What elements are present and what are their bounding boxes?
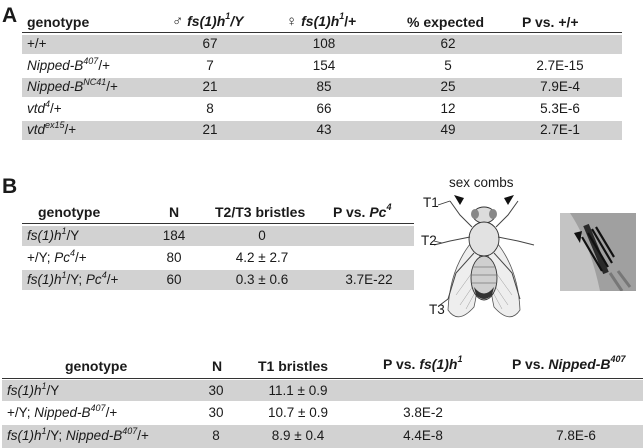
gene-name: +/+ (27, 36, 47, 51)
female-gene: fs(1)h (301, 13, 340, 29)
gene-name: Pc (54, 250, 71, 265)
genotype-text: /Y (46, 383, 60, 398)
n-cell: 30 (208, 405, 224, 420)
male-gene: fs(1)h (187, 13, 226, 29)
female-count-cell: 154 (312, 58, 336, 73)
p-value-cell: 3.7E-22 (345, 272, 393, 287)
panel-a-top-rule (22, 32, 622, 33)
p-value-cell: 7.8E-6 (556, 428, 596, 443)
p2-allele: 407 (610, 354, 626, 365)
female-symbol: ♀ (286, 13, 298, 30)
panel-b-table1-header-bristles: T2/T3 bristles (215, 204, 306, 220)
bristles-cell: 4.2 ± 2.7 (235, 250, 289, 265)
gene-name: fs(1)h (27, 272, 62, 287)
sex-comb-image (560, 213, 636, 291)
p2-gene: Nipped-B (548, 356, 611, 372)
genotype-cell (27, 76, 118, 94)
allele-superscript: 4 (45, 98, 51, 109)
genotype-text: /+ (75, 250, 87, 265)
bristles-cell: 10.7 ± 0.9 (268, 405, 328, 420)
gene-name: Nipped-B (34, 405, 91, 420)
p1-gene: fs(1)h (419, 356, 458, 372)
p1-prefix: P vs. (383, 356, 420, 372)
t3-label: T3 (429, 302, 445, 317)
expected-cell: 25 (440, 79, 456, 94)
p1-allele: 1 (457, 354, 463, 365)
p-value-cell: 3.8E-2 (403, 405, 443, 420)
genotype-text: /Y (66, 228, 80, 243)
genotype-text: /+ (137, 428, 149, 443)
genotype-cell (27, 119, 77, 137)
gene-name: Pc (85, 272, 102, 287)
p-value-cell: 2.7E-15 (536, 58, 584, 73)
genotype-text: /Y; (46, 428, 66, 443)
t2-label: T2 (421, 233, 437, 248)
gene-name: Nipped-B (27, 58, 84, 73)
genotype-text: /+ (106, 79, 118, 94)
panel-b-table2-header-p2 (512, 356, 626, 372)
expected-cell: 5 (444, 58, 452, 73)
genotype-cell (27, 55, 110, 73)
expected-cell: 49 (440, 122, 456, 137)
bristles-cell: 0 (258, 228, 266, 243)
genotype-text: /+ (106, 272, 119, 287)
male-count-cell: 21 (202, 79, 218, 94)
male-count-cell: 21 (202, 122, 218, 137)
panel-a-header-male (172, 13, 244, 30)
panel-a-header-genotype: genotype (27, 14, 90, 30)
allele-superscript: NC41 (83, 76, 107, 87)
panel-a-label: A (2, 4, 18, 27)
male-suffix: /Y (230, 13, 244, 29)
bristles-cell: 11.1 ± 0.9 (268, 383, 328, 398)
male-count-cell: 7 (206, 58, 214, 73)
panel-a-header-p: P vs. +/+ (522, 14, 579, 30)
genotype-text: /Y; (66, 272, 86, 287)
male-symbol: ♂ (172, 13, 184, 30)
expected-cell: 12 (440, 101, 456, 116)
genotype-text: /+ (64, 122, 77, 137)
n-cell: 8 (212, 428, 220, 443)
female-count-cell: 108 (312, 36, 336, 51)
female-count-cell: 66 (316, 101, 332, 116)
panel-a-header-expected: % expected (407, 14, 485, 30)
female-allele: 1 (339, 11, 345, 22)
panel-b-table2-top-rule (2, 378, 643, 379)
genotype-cell (7, 380, 60, 398)
allele-superscript: 1 (41, 425, 47, 436)
gene-name: fs(1)h (7, 383, 42, 398)
genotype-cell (27, 225, 80, 243)
p-allele: 4 (386, 202, 392, 213)
n-cell: 80 (166, 250, 182, 265)
genotype-cell (27, 247, 87, 265)
panel-b-label: B (2, 175, 18, 198)
gene-name: vtd (27, 101, 46, 116)
panel-b-table2-header-bristles: T1 bristles (258, 358, 329, 374)
allele-superscript: 4 (101, 269, 107, 280)
p2-prefix: P vs. (512, 356, 549, 372)
genotype-cell (27, 98, 62, 116)
genotype-text: /+ (50, 101, 62, 116)
genotype-cell (27, 269, 119, 287)
panel-b-table1-header-genotype: genotype (38, 204, 101, 220)
genotype-cell (7, 402, 118, 420)
p-value-cell: 5.3E-6 (540, 101, 580, 116)
n-cell: 30 (208, 383, 224, 398)
p-prefix: P vs. (333, 204, 370, 220)
allele-superscript: ex15 (45, 119, 65, 130)
t1-label: T1 (423, 195, 439, 210)
panel-b-table2-header-n: N (212, 358, 223, 374)
male-allele: 1 (225, 11, 231, 22)
sex-comb-micrograph (560, 213, 636, 291)
allele-superscript: 4 (70, 247, 76, 258)
allele-superscript: 1 (41, 380, 47, 391)
panel-b-table1-header-n: N (169, 204, 180, 220)
p-value-cell: 2.7E-1 (540, 122, 580, 137)
sex-combs-label: sex combs (449, 175, 514, 190)
panel-b-table1-row-band (22, 226, 414, 246)
panel-b-table2-header-genotype: genotype (65, 358, 128, 374)
female-count-cell: 43 (316, 122, 332, 137)
gene-name: fs(1)h (27, 228, 62, 243)
genotype-cell (27, 36, 47, 51)
n-cell: 60 (166, 272, 182, 287)
bristles-cell: 8.9 ± 0.4 (271, 428, 325, 443)
allele-superscript: 1 (61, 269, 67, 280)
panel-b-table1-header-p (333, 204, 391, 220)
p-value-cell: 4.4E-8 (403, 428, 443, 443)
expected-cell: 62 (440, 36, 456, 51)
allele-superscript: 407 (90, 402, 106, 413)
p-gene: Pc (369, 204, 387, 220)
male-count-cell: 8 (206, 101, 214, 116)
bristles-cell: 0.3 ± 0.6 (235, 272, 289, 287)
genotype-text: /+ (105, 405, 118, 420)
allele-superscript: 407 (83, 55, 99, 66)
panel-b-table1-top-rule (22, 223, 414, 224)
allele-superscript: 1 (61, 225, 67, 236)
female-suffix: /+ (344, 13, 357, 29)
panel-a-header-female (286, 13, 356, 30)
gene-name: Nipped-B (65, 428, 123, 443)
n-cell: 184 (162, 228, 186, 243)
panel-b-table2-header-p1 (383, 356, 462, 372)
genotype-text: /+ (98, 58, 110, 73)
genotype-text: +/Y; (27, 250, 55, 265)
allele-superscript: 407 (122, 425, 138, 436)
gene-name: vtd (27, 122, 46, 137)
genotype-text: +/Y; (7, 405, 35, 420)
gene-name: fs(1)h (7, 428, 42, 443)
p-value-cell: 7.9E-4 (540, 79, 580, 94)
male-count-cell: 67 (202, 36, 218, 51)
female-count-cell: 85 (316, 79, 332, 94)
genotype-cell (7, 425, 149, 443)
gene-name: Nipped-B (27, 79, 84, 94)
